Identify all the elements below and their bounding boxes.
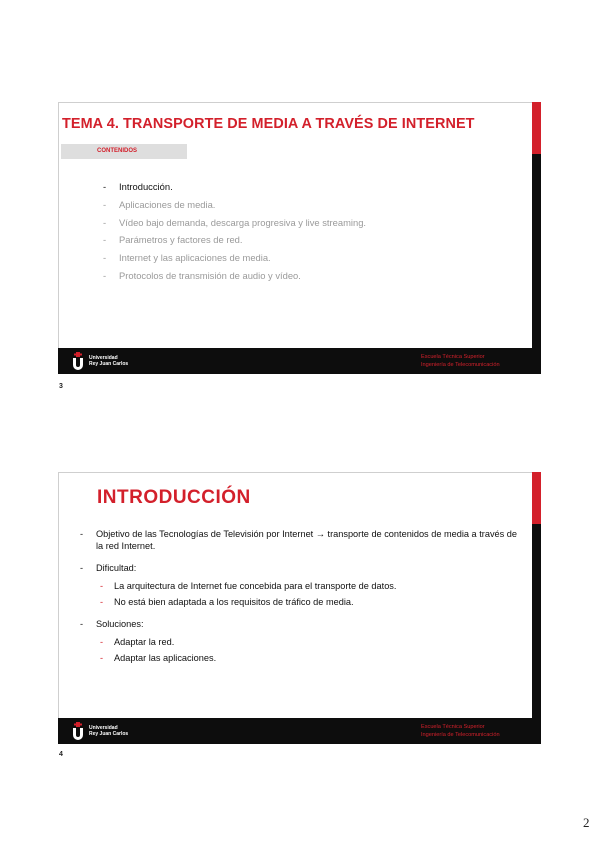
school-line1: Escuela Técnica Superior: [421, 724, 485, 730]
slide-footer: [58, 348, 541, 374]
slide-side-bar: [532, 102, 541, 374]
slide-footer: [58, 718, 541, 744]
bullet-dash: -: [103, 234, 107, 246]
school-line2: Ingeniería de Telecomunicación: [421, 732, 500, 738]
slide-page-number: 4: [59, 751, 63, 758]
list-item-text: Adaptar la red.: [114, 637, 175, 647]
university-name-line2: Rey Juan Carlos: [89, 361, 129, 367]
document-page-number: 2: [583, 815, 590, 830]
bullet-dash: -: [100, 653, 104, 663]
slide-body: [80, 528, 520, 664]
list-item-text: Internet y las aplicaciones de media.: [119, 252, 271, 264]
list-item-text: Introducción.: [119, 181, 173, 192]
bullet-dash: -: [103, 181, 107, 192]
slide-left-border: [58, 102, 59, 374]
list-item-text: Soluciones:: [96, 619, 144, 629]
bullet-dash: -: [100, 581, 104, 591]
bullet-dash: -: [100, 597, 104, 607]
list-item: [80, 528, 520, 552]
sub-list-item: [80, 596, 520, 608]
slide-page-number: 3: [59, 383, 63, 390]
urjc-logo-icon: [71, 722, 85, 740]
university-logo: [71, 352, 128, 370]
bullet-dash: -: [103, 198, 107, 210]
list-item: [103, 252, 366, 270]
school-line2: Ingeniería de Telecomunicación: [421, 362, 500, 368]
bullet-dash: -: [103, 216, 107, 228]
section-tag-label: CONTENIDOS: [97, 148, 138, 154]
slide-title: INTRODUCCIÓN: [97, 487, 251, 508]
side-bar-accent: [532, 102, 541, 154]
list-item: [103, 199, 366, 217]
sub-list-item: [80, 580, 520, 592]
bullet-dash: -: [103, 252, 107, 264]
bullet-dash: -: [103, 269, 107, 281]
list-item-text: Dificultad:: [96, 563, 137, 573]
list-item-text: Vídeo bajo demanda, descarga progresiva y live streaming.: [119, 216, 367, 228]
university-name-line1: Universidad: [89, 725, 118, 731]
list-item-text: Aplicaciones de media.: [119, 198, 216, 210]
list-item-text: Adaptar las aplicaciones.: [114, 653, 217, 663]
slide-title: TEMA 4. TRANSPORTE DE MEDIA A TRAVÉS DE INTERNET: [62, 116, 475, 132]
slide-side-bar: [532, 472, 541, 744]
list-item: [103, 181, 366, 199]
bullet-dash: -: [80, 529, 84, 539]
list-item: [103, 270, 366, 288]
list-item: [80, 562, 520, 574]
list-item-text: Parámetros y factores de red.: [119, 234, 243, 246]
slide-3: [58, 102, 541, 374]
slide-top-border: [58, 102, 532, 103]
university-name-line2: Rey Juan Carlos: [89, 731, 129, 737]
bullet-dash: -: [80, 619, 84, 629]
list-item-text: Protocolos de transmisión de audio y vídeo.: [119, 269, 301, 281]
slide-top-border: [58, 472, 532, 473]
list-item-text: La arquitectura de Internet fue concebida para el transporte de datos.: [114, 581, 397, 591]
side-bar-accent: [532, 472, 541, 524]
list-item-text: Objetivo de las Tecnologías de Televisión por Internet → transporte de contenidos de media a través de la red Internet.: [96, 529, 518, 551]
school-name: [421, 723, 500, 739]
list-item: [103, 234, 366, 252]
university-name-line1: Universidad: [89, 355, 118, 361]
list-item: [80, 618, 520, 630]
sub-list-item: [80, 636, 520, 648]
list-item: [103, 217, 366, 235]
school-name: [421, 353, 500, 369]
contents-list: [103, 181, 366, 288]
sub-list-item: [80, 652, 520, 664]
bullet-dash: -: [80, 563, 84, 573]
section-tag: [61, 144, 187, 159]
slide-left-border: [58, 472, 59, 744]
slide-4: [58, 472, 541, 744]
urjc-logo-icon: [71, 352, 85, 370]
school-line1: Escuela Técnica Superior: [421, 354, 485, 360]
bullet-dash: -: [100, 637, 104, 647]
university-logo: [71, 722, 128, 740]
list-item-text: No está bien adaptada a los requisitos de tráfico de media.: [114, 597, 354, 607]
